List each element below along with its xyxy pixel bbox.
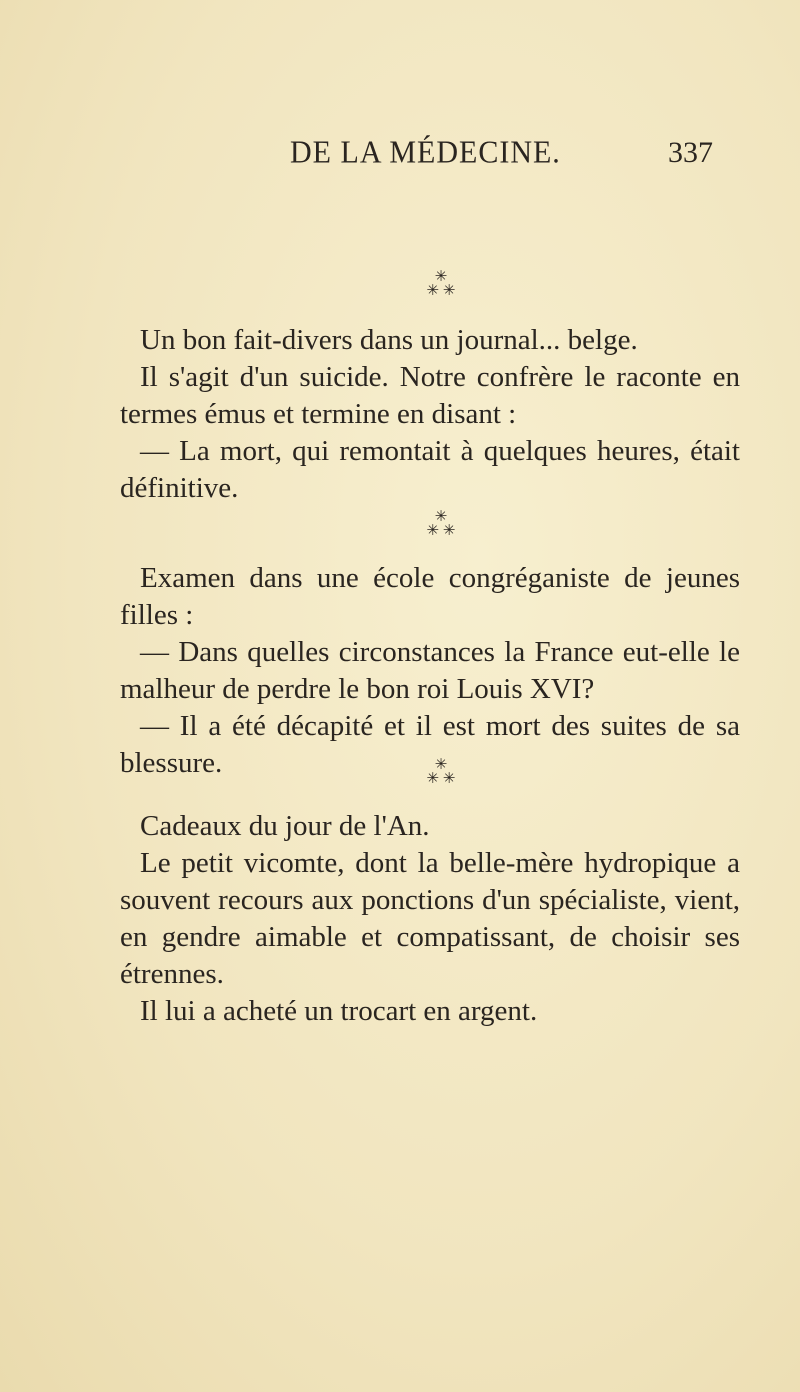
paragraph: Un bon fait-divers dans un journal... belge. (140, 324, 638, 356)
page-number: 337 (668, 136, 713, 169)
section-3 (120, 808, 740, 1030)
paragraph: Il s'agit d'un suicide. Notre confrère le raconte en termes émus et termine en disant : (120, 361, 740, 430)
paragraph: Il lui a acheté un trocart en argent. (140, 995, 538, 1027)
section-2 (120, 560, 740, 782)
paragraph: — La mort, qui remontait à quelques heures, était définitive. (120, 435, 740, 504)
section-1 (120, 322, 740, 507)
separator-3: ✳ ✳ ✳ (426, 757, 456, 787)
paragraph: Examen dans une école congréganiste de jeunes filles : (120, 562, 740, 631)
separator-2: ✳ ✳ ✳ (426, 509, 456, 539)
running-title: DE LA MÉDECINE. (290, 135, 561, 170)
paragraph: Cadeaux du jour de l'An. (140, 810, 430, 842)
page-header (0, 136, 800, 176)
paragraph: — Dans quelles circonstances la France eut-elle le malheur de perdre le bon roi Louis XVI? (120, 636, 740, 705)
paragraph: Le petit vicomte, dont la belle-mère hydropique a souvent recours aux ponctions d'un spécialiste, vient, en gendre aimable et compatissant, de choisir ses étrennes. (120, 847, 740, 990)
paragraph: — Il a été décapité et il est mort des suites de sa blessure. (120, 710, 740, 779)
separator-1: ✳ ✳ ✳ (426, 269, 456, 299)
